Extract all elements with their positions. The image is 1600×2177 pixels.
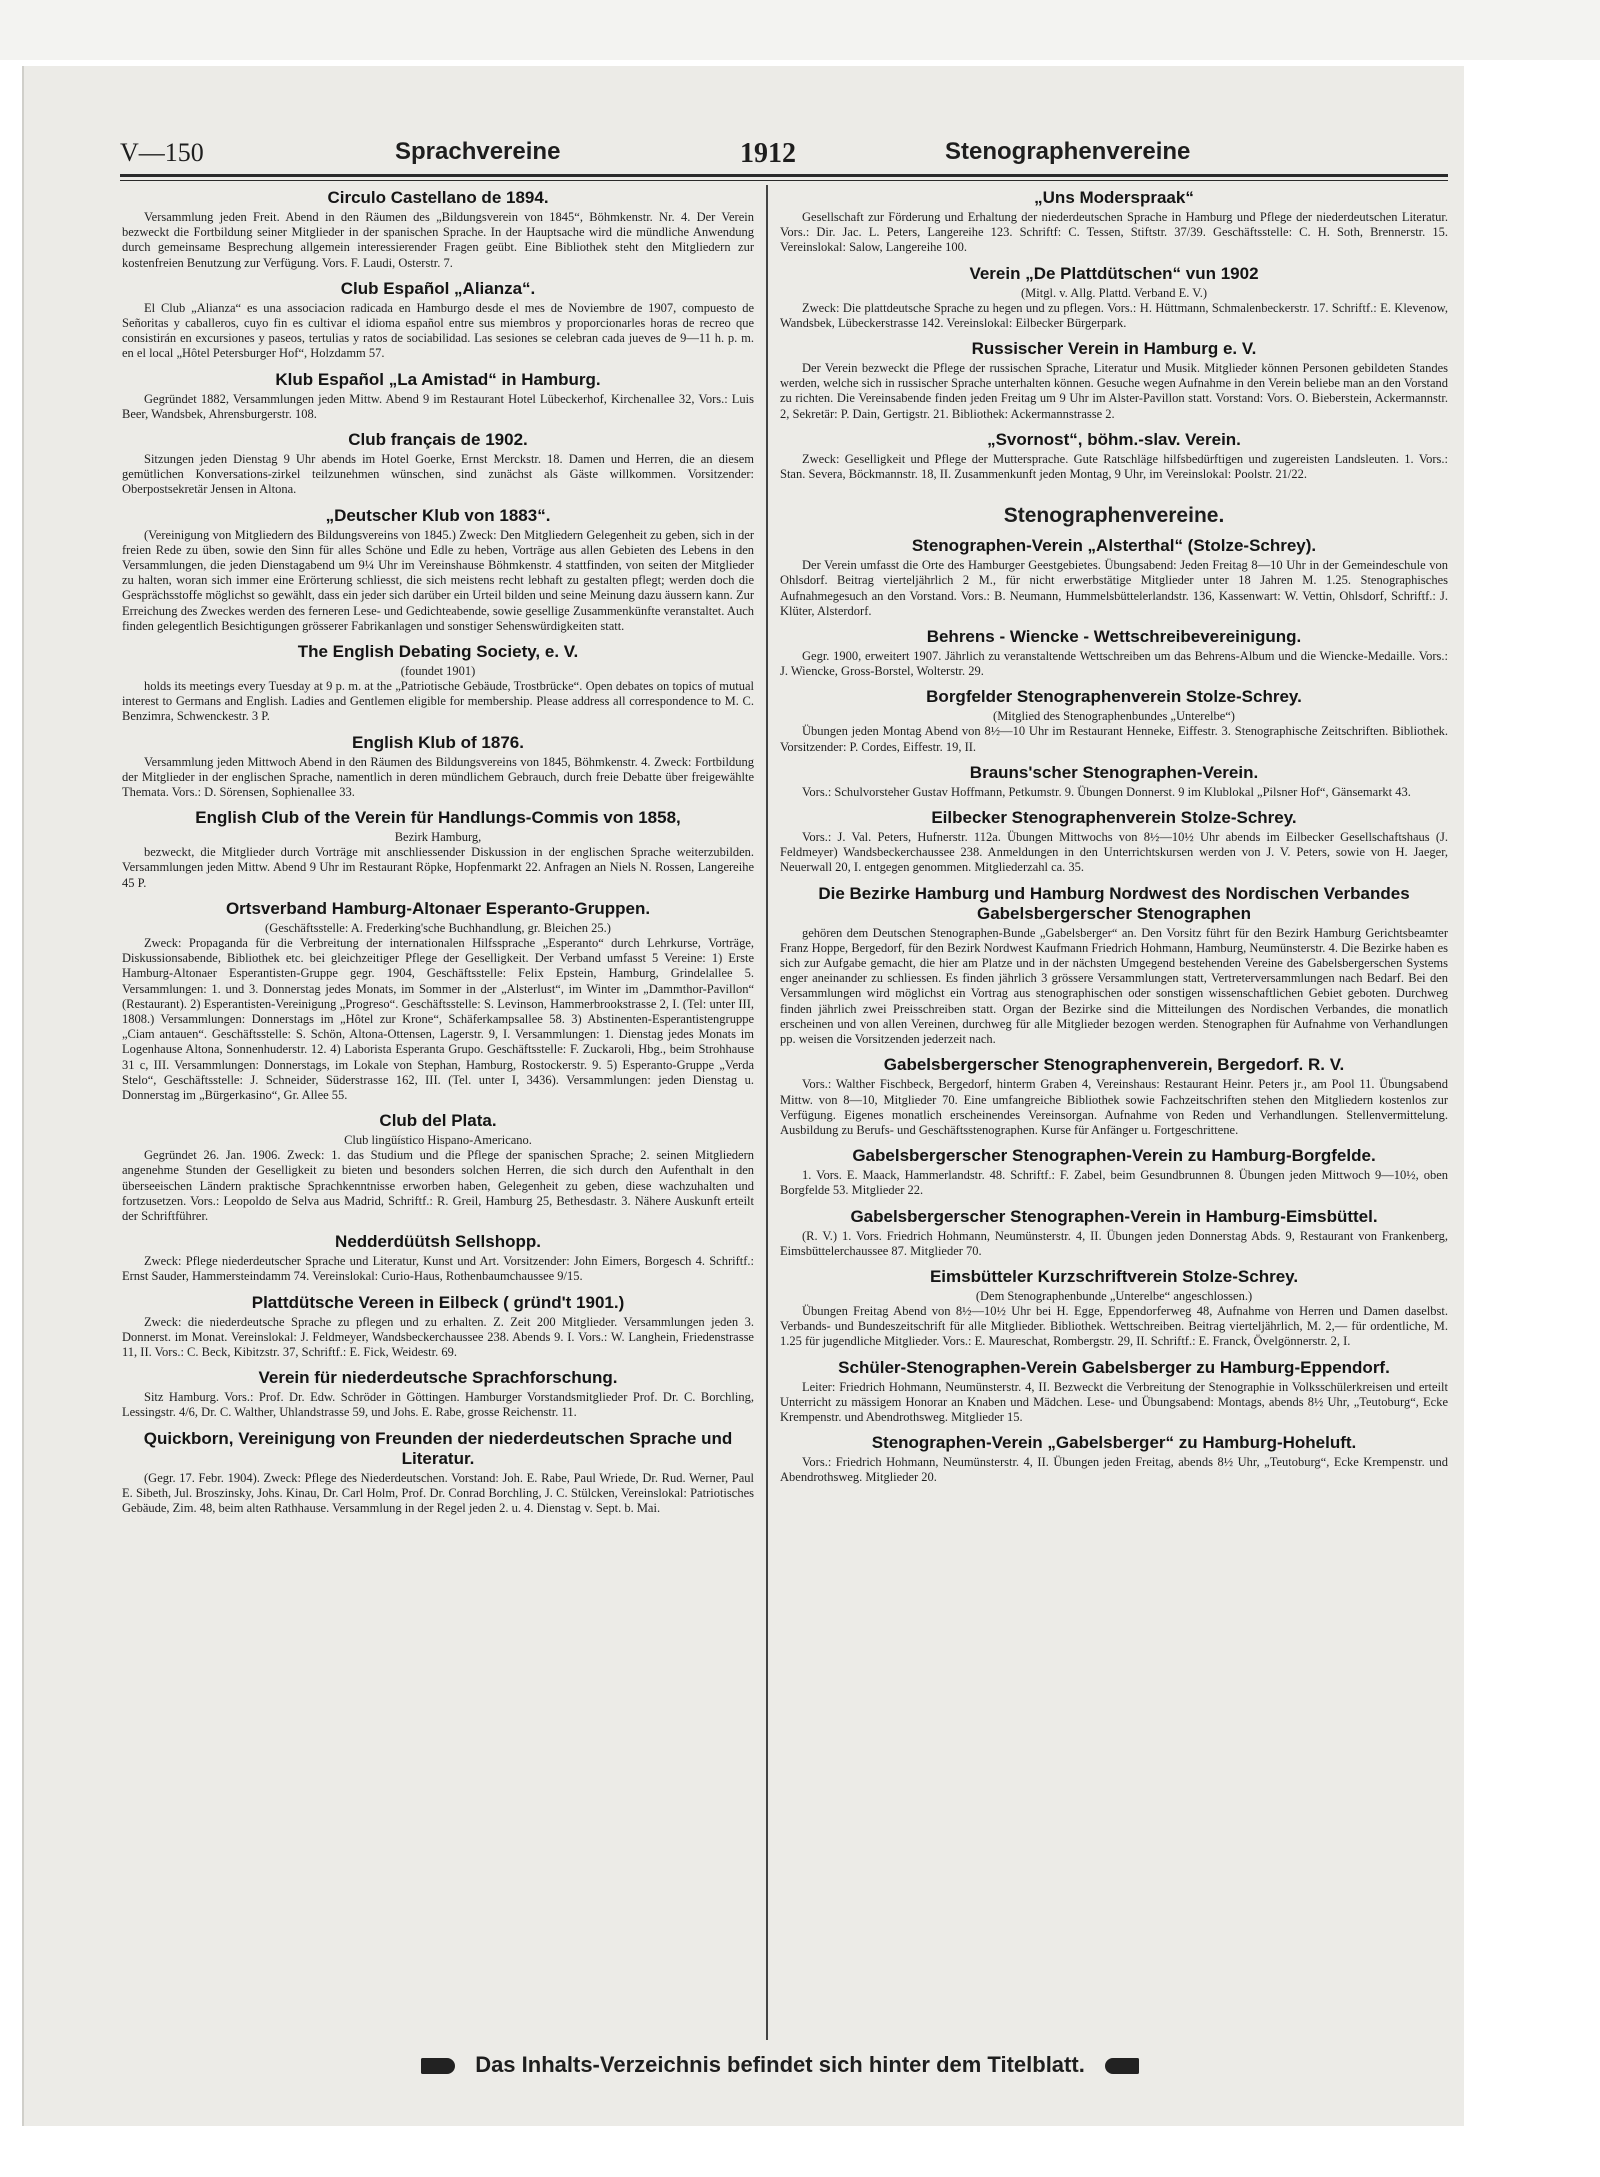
right-heading: Stenographenvereine xyxy=(945,138,1191,165)
association-entry xyxy=(122,279,754,362)
association-entry xyxy=(122,1368,754,1420)
entry-subtitle: (Geschäftsstelle: A. Frederking'sche Buchhandlung, gr. Bleichen 25.) xyxy=(265,920,611,935)
entry-body: Vors.: Friedrich Hohmann, Neumünsterstr. 4, II. Übungen jeden Freitag, abends 8½ Uhr, „Teutoburg“, Ecke Krempenstr. und Abendrothsweg. Mitglieder 20. xyxy=(780,1455,1448,1485)
entry-body: Zweck: die niederdeutsche Sprache zu pflegen und zu erhalten. Z. Zeit 200 Mitglieder. Versammlungen jeden 3. Donnerst. im Monat. Vereinslokal: J. Feldmeyer, Wandsbeckerchaussee 238. Abends 9. I. Vors.: W. Langhein, Friedenstrasse 11, II. Vors.: C. Beck, Kibitzstr. 37, Schriftf.: E. Fick, Weidestr. 69. xyxy=(122,1314,754,1359)
association-entry xyxy=(122,188,754,271)
association-entry xyxy=(780,536,1448,619)
entry-body: bezweckt, die Mitglieder durch Vorträge mit anschliessender Diskussion in der englischen Sprache weiterzubilden. Versammlungen jeden Mittw. Abend 9 Uhr im Restaurant Röpke, Hopfenmarkt 22. Anfragen an Niels N. Rossen, Langereihe 45 P. xyxy=(122,845,754,890)
association-entry xyxy=(780,687,1448,754)
association-entry xyxy=(122,1429,754,1517)
entry-title: Ortsverband Hamburg-Altonaer Esperanto-Gruppen. xyxy=(225,898,651,918)
entry-body: Zweck: Pflege niederdeutscher Sprache und Literatur, Kunst und Art. Vorsitzender: John Eimers, Borgesch 4. Schriftf.: Ernst Sauder, Hammersteindamm 74. Vereinslokal: Curio-Haus, Rothenbaumchaussee 9/15. xyxy=(122,1254,754,1284)
entry-subtitle: (Mitgl. v. Allg. Plattd. Verband E. V.) xyxy=(1021,285,1207,300)
section-title: Stenographenvereine. xyxy=(1003,504,1225,528)
year: 1912 xyxy=(740,138,796,169)
entry-body: Versammlung jeden Freit. Abend in den Räumen des „Bildungsverein von 1845“, Böhmkenstr. Nr. 4. Der Verein bezweckt die Fortbildung seiner Mitglieder in der spanischen Sprache. In der Hauptsache wird die mündliche Anwendung durch gemeinsame Besprechung allgemein interessierender Fragen geübt. Eine Bibliothek steht den Mitgliedern zur kostenfreien Benutzung zur Verfügung. Vors. F. Laudi, Osterstr. 7. xyxy=(122,210,754,270)
entry-body: holds its meetings every Tuesday at 9 p. m. at the „Patriotische Gebäude, Trostbrücke“. Open debates on topics of mutual interest to Germans and English. Ladies and Gentlemen eligible for membership. Please address all correspondence to M. C. Benzimra, Schwenckestr. 3 P. xyxy=(122,679,754,724)
header-rule-thin xyxy=(120,180,1448,181)
entry-title: Circulo Castellano de 1894. xyxy=(327,188,549,207)
association-entry xyxy=(780,1055,1448,1138)
entry-body: Vors.: J. Val. Peters, Hufnerstr. 112a. Übungen Mittwochs von 8½—10½ Uhr abends im Eilbecker Gesellschaftshaus (J. Feldmeyer) Wandsbeckerchaussee 238. Anmeldungen in den Unterrichtskursen werden von J. V. Peters, sowie von H. Jaeger, Neuerwall 20, I. entgegen genommen. Mitgliederzahl ca. 35. xyxy=(780,830,1448,875)
entry-title: Club del Plata. xyxy=(379,1111,497,1131)
association-entry xyxy=(780,1433,1448,1485)
entry-title: English Klub of 1876. xyxy=(352,732,524,752)
association-entry xyxy=(122,370,754,422)
entry-title: Gabelsbergerscher Stenographen-Verein zu Hamburg-Borgfelde. xyxy=(852,1146,1376,1166)
entry-title: Nedderdüütsh Sellshopp. xyxy=(335,1232,541,1252)
entry-body: Sitzungen jeden Dienstag 9 Uhr abends im Hotel Goerke, Ernst Merckstr. 18. Damen und Herren, die an diesem gemütlichen Konversations-zirkel teilzunehmen wünschen, sind zunächst als Gäste willkommen. Vorsitzender: Oberpostsekretär Jensen in Altona. xyxy=(122,452,754,497)
association-entry xyxy=(780,763,1448,800)
entry-subtitle: (Mitglied des Stenographenbundes „Unterelbe“) xyxy=(993,709,1235,724)
footer-notice xyxy=(350,2052,1210,2084)
association-entry xyxy=(122,430,754,498)
entry-body: Zweck: Propaganda für die Verbreitung der internationalen Hilfssprache „Esperanto“ durch Lehrkurse, Vorträge, Diskussionsabende, Bibliothek etc. bei gleichzeitiger Pflege der Geselligkeit. Der Verband umfasst 5 Vereine: 1) Erste Hamburg-Altonaer Esperantisten-Gruppe gegr. 1904, Geschäftsstelle: Felix Epstein, Hamburg, Grindelallee 5. Versammlungen: 1. und 3. Donnerstag jedes Monats, im Sommer in der „Alsterlust“, im Winter im „Dammthor-Pavillon“ (Restaurant). 2) Esperantisten-Vereinigung „Progreso“. Geschäftsstelle: S. Levinson, Hammerbrookstrasse 2, I. (Tel: unter III, 1808.) Versammlungen: Donnerstags im „Hôtel zur Krone“, Schäferkampsallee 58. 3) Abstinenten-Esperantistengruppe „Ciam antauen“. Geschäftsstelle: S. Schön, Altona-Ottensen, Lagerstr. 9, I. Versammlungen: 1. Dienstag jedes Monats im Logenhause Altona, Sonnenhuderstr. 12. 4) Laborista Esperanta Grupo. Geschäftsstelle: F. Zuckaroli, Hbg., beim Strohhause 31 c, III. Versammlungen: Donnerstags, im Lokale von Stephan, Hamburg, Rostockerstr. 9. 5) Esperanto-Gruppe „Verda Stelo“, Geschäftsstelle: J. Schneider, Süderstrasse 162, III. (Tel. unter I, 3436). Versammlungen: jeden Dienstag u. Donnerstag im „Bürgerkasino“, Gr. Allee 55. xyxy=(122,935,754,1102)
entry-body: Zweck: Die plattdeutsche Sprache zu hegen und zu pflegen. Vors.: H. Hüttmann, Schmalenbeckerstr. 17. Schriftf.: E. Klevenow, Wandsbek, Lübeckerstrasse 142. Vereinslokal: Eilbecker Bürgerpark. xyxy=(780,300,1448,330)
entry-subtitle: (Dem Stenographenbunde „Unterelbe“ angeschlossen.) xyxy=(975,1288,1253,1303)
entry-body: Gegr. 1900, erweitert 1907. Jährlich zu veranstaltende Wettschreiben um das Behrens-Album und die Wiencke-Medaille. Vors.: J. Wiencke, Gross-Borstel, Wolterstr. 29. xyxy=(780,649,1448,679)
running-header xyxy=(120,138,1450,174)
entry-title: English Club of the Verein für Handlungs-Commis von 1858, xyxy=(195,808,681,828)
entry-title: Behrens - Wiencke - Wettschreibevereinigung. xyxy=(926,627,1302,647)
entry-body: (Vereinigung von Mitgliedern des Bildungsvereins von 1845.) Zweck: Den Mitgliedern Gelegenheit zu geben, sich in der freien Rede zu üben, sowie den Sinn für alles Schöne und Edle zu heben, Vorträge aus allen Gebieten des Lebens in den Versammlungen, die jeden Dienstagabend um 9¼ Uhr im Vereinshause Böhmkenstr. 4 stattfinden, von seiten der Mitglieder zu halten, woran sich immer eine Erörterung schliesst, die sich meistens recht lebhaft zu gestalten pflegt; werden doch die Gesprächsstoffe möglichst so gewählt, dass ein jeder sich darüber ein Urteil bilden und seine Meinung dazu äussern kann. Zur Erreichung des Zweckes werden des ferneren Lese- und Gedichteabende, sowie gesellige Zusammenkünfte veranstaltet. Auch finden gelegentlich Besichtigungen grösserer Fabrikanlagen und sonstiger Sehenswürdigkeiten statt. xyxy=(122,527,754,633)
entry-body: Versammlung jeden Mittwoch Abend in den Räumen des Bildungsvereins von 1845, Böhmkenstr. 4. Zweck: Fortbildung der Mitglieder in der englischen Sprache, namentlich in deren mündlichem Gebrauch, durch freie Debatte über freigewählte Themata. Vors.: D. Sörensen, Sophienallee 33. xyxy=(122,754,754,800)
entry-title: Verein „De Plattdütschen“ vun 1902 xyxy=(969,263,1259,283)
entry-title: Schüler-Stenographen-Verein Gabelsberger zu Hamburg-Eppendorf. xyxy=(838,1357,1390,1377)
entry-title: „Uns Moderspraak“ xyxy=(1034,188,1194,207)
entry-body: Vors.: Walther Fischbeck, Bergedorf, hinterm Graben 4, Vereinshaus: Restaurant Heinr. Peters jr., am Pool 11. Übungsabend Mittw. von 8—10, Mitglieder 70. Eine umfangreiche Bibliothek sowie Fachzeitschriften stehen den Mitgliedern kostenlos zur Verfügung. Eigenes monatlich erscheinendes Vereinsorgan. Aufnahme von Reden und Verhandlungen. Stellenvermittelung. Ausbildung zu Berufs- und Geschäftsstenographen. Kurse für Anfänger u. Fortgeschrittene. xyxy=(780,1077,1448,1137)
entry-body: (Gegr. 17. Febr. 1904). Zweck: Pflege des Niederdeutschen. Vorstand: Joh. E. Rabe, Paul Wriede, Dr. Rud. Werner, Paul E. Sibeth, Jul. Broszinsky, Johs. Kinau, Dr. Carl Holm, Prof. Dr. Conrad Borchling, J. C. Stülcken, Vereinslokal: Patriotisches Gebäude, Zim. 48, beim alten Rathhause. Versammlung in der Regel jeden 2. u. 4. Dienstag v. Sept. b. Mai. xyxy=(122,1470,754,1515)
association-entry xyxy=(780,627,1448,679)
association-entry xyxy=(122,1232,754,1284)
entry-body: gehören dem Deutschen Stenographen-Bunde „Gabelsberger“ an. Den Vorsitz führt für den Bezirk Hamburg Gerichtsbeamter Franz Hoppe, Bergedorf, für den Bezirk Nordwest Kaufmann Friedrich Hohmann, Hamburg, Neumünsterstr. 4. Die Bezirke haben es sich zur Aufgabe gemacht, die hier am Platze und in der nächsten Umgegend bestehenden Vereine des Gabelsbergerschen Systems enger aneinander zu schliessen. Es finden jährlich 3 grössere Versammlungen statt, Vertreterversammlungen nach Bedarf. Bei den Versammlungen wird möglichst ein Vortrag aus stenographischen oder sonstigen wissenschaftlichen Gebiet geboten. Durchweg finden jährlich zwei Preisschreiben statt. Organ der Bezirke sind die Mitteilungen des Nordischen Verbandes, die monatlich erscheinen und von allen Vereinen, durchweg für alle Mitglieder bezogen werden. Stenographen für Aufnahme von Verhandlungen pp. weisen die Vorsitzenden jederzeit nach. xyxy=(780,925,1448,1047)
scan-margin xyxy=(0,0,1600,60)
entry-subtitle: Bezirk Hamburg, xyxy=(394,830,482,845)
entry-title: Stenographen-Verein „Alsterthal“ (Stolze-Schrey). xyxy=(911,536,1317,556)
entry-title: Russischer Verein in Hamburg e. V. xyxy=(971,339,1257,359)
entry-body: Vors.: Schulvorsteher Gustav Hoffmann, Petkumstr. 9. Übungen Donnerst. 9 im Klublokal „Pilsner Hof“, Gänsemarkt 43. xyxy=(802,784,1411,799)
entry-body: Übungen jeden Montag Abend von 8½—10 Uhr im Restaurant Henneke, Eiffestr. 3. Stenographische Zeitschriften. Bibliothek. Vorsitzender: P. Cordes, Eiffestr. 19, II. xyxy=(780,724,1448,754)
association-entry xyxy=(780,1358,1448,1426)
entry-body: Sitz Hamburg. Vors.: Prof. Dr. Edw. Schröder in Göttingen. Hamburger Vorstandsmitglieder Prof. Dr. C. Borchling, Lessingstr. 4/6, Dr. C. Walther, Uhlandstrasse 59, und Johs. E. Rabe, grosse Reichenstr. 11. xyxy=(122,1390,754,1420)
entry-title: Verein für niederdeutsche Sprachforschung. xyxy=(258,1368,618,1388)
entry-body: 1. Vors. E. Maack, Hammerlandstr. 48. Schriftf.: F. Zabel, beim Gesundbrunnen 8. Übungen jeden Mittwoch 9—10½, oben Borgfelde 53. Mitglieder 22. xyxy=(780,1168,1448,1198)
entry-title: Gabelsbergerscher Stenographenverein, Bergedorf. R. V. xyxy=(883,1055,1345,1075)
entry-body: Gegründet 1882, Versammlungen jeden Mittw. Abend 9 im Restaurant Hotel Lübeckerhof, Kirchenallee 32, Vors.: Luis Beer, Wandsbek, Ahrensburgerstr. 108. xyxy=(122,391,754,421)
association-entry xyxy=(780,1207,1448,1259)
right-column xyxy=(780,188,1448,2034)
entry-title: Brauns'scher Stenographen-Verein. xyxy=(969,762,1259,782)
association-entry xyxy=(780,430,1448,482)
entry-body: (R. V.) 1. Vors. Friedrich Hohmann, Neumünsterstr. 4, II. Übungen jeden Donnerstag Abds. 9, Restaurant von Frankenberg, Eimsbüttelerchaussee 87. Mitglieder 70. xyxy=(780,1228,1448,1258)
entry-body: Übungen Freitag Abend von 8½—10½ Uhr bei H. Egge, Eppendorferweg 48, Aufnahme von Herren und Damen daselbst. Verbands- und Bundeszeitschrift für alle Mitglieder. Bibliothek. Wettschreiben. Beitrag vierteljährlich, M. 2,— für ordentliche, M. 1.25 für jugendliche Mitglieder. Vors.: E. Maureschat, Rombergstr. 29, II. Schriftf.: E. Franck, Övelgönnerstr. 2, I. xyxy=(780,1303,1448,1349)
association-entry xyxy=(780,188,1448,256)
left-heading: Sprachvereine xyxy=(395,138,561,165)
entry-title: Gabelsbergerscher Stenographen-Verein in Hamburg-Eimsbüttel. xyxy=(850,1206,1378,1226)
entry-subtitle: (foundet 1901) xyxy=(400,664,476,679)
entry-body: Zweck: Geselligkeit und Pflege der Muttersprache. Gute Ratschläge hilfsbedürftigen und zugereisten Landsleuten. 1. Vors.: Stan. Severa, Böckmannstr. 18, II. Zusammenkunft jeden Montag, 9 Uhr, im Vereinslokal: Poolstr. 21/22. xyxy=(780,451,1448,482)
entry-title: Club Español „Alianza“. xyxy=(340,278,536,298)
entry-body: Leiter: Friedrich Hohmann, Neumünsterstr. 4, II. Bezweckt die Verbreitung der Stenographie in Volksschülerkreisen und erteilt Unterricht zu mässigem Honorar an Knaben und Mädchen. Lese- und Übungsabend: Montags, abends 8½ Uhr, „Teutoburg“, Ecke Krempenstr. und Abendrothsweg. Mitglieder 15. xyxy=(780,1379,1448,1424)
association-entry xyxy=(780,808,1448,876)
entry-subtitle: Club lingüístico Hispano-Americano. xyxy=(344,1133,532,1148)
entry-body: El Club „Alianza“ es una associacion radicada en Hamburgo desde el mes de Noviembre de 1907, compuesto de Señoritas y caballeros, cuyo fin es cultivar el idioma español entre sus miembros y proporcionarles horas de recreo que consistirán en excursiones y paseos, tertulias y ratos de sociabilidad. Las sesiones se celebran cada jueves de 9—11 h. p. m. en el local „Hôtel Petersburger Hof“, Holzdamm 57. xyxy=(122,300,754,361)
association-entry xyxy=(122,733,754,801)
entry-body: Der Verein bezweckt die Pflege der russischen Sprache, Literatur und Musik. Mitglieder können Personen gebildeten Standes werden, welche sich in russischer Sprache unterhalten können. Gesuche wegen Aufnahme in den Verein beliebe man an den Vorstand zu richten. Die Vereinsabende finden jeden Freitag um 9 Uhr im Alster-Pavillon statt. Vorstand: Vors. O. Bieberstein, Ackermannstr. 2, Sekretär: P. Dain, Gertigstr. 21. Bibliothek: Ackermannstrasse 2. xyxy=(780,361,1448,421)
entry-title: Quickborn, Vereinigung von Freunden der niederdeutschen Sprache und Literatur. xyxy=(143,1428,733,1468)
association-entry xyxy=(122,1111,754,1224)
entry-title: Borgfelder Stenographenverein Stolze-Schrey. xyxy=(926,687,1302,707)
left-column xyxy=(122,188,754,2034)
association-entry xyxy=(780,1146,1448,1198)
association-entry xyxy=(780,339,1448,422)
entry-title: Die Bezirke Hamburg und Hamburg Nordwest des Nordischen Verbandes Gabelsbergerscher Stenographen xyxy=(818,883,1410,923)
entry-title: Club français de 1902. xyxy=(348,430,528,450)
pointing-hand-icon xyxy=(421,2058,455,2074)
entry-body: Gesellschaft zur Förderung und Erhaltung der niederdeutschen Sprache in Hamburg und Pflege der niederdeutschen Literatur. Vors.: Dir. Jac. L. Peters, Langereihe 123. Schriftf: C. Tessen, Stiftstr. 37/39. Geschäftsstelle: C. H. Soth, Brennerstr. 15. Vereinslokal: Salow, Langereihe 100. xyxy=(780,210,1448,255)
entry-title: „Deutscher Klub von 1883“. xyxy=(325,505,551,525)
column-divider xyxy=(766,185,768,2040)
entry-title: Klub Español „La Amistad“ in Hamburg. xyxy=(275,369,601,389)
entry-title: Eilbecker Stenographenverein Stolze-Schrey. xyxy=(931,808,1297,828)
association-entry xyxy=(780,1267,1448,1350)
entry-title: „Svornost“, böhm.-slav. Verein. xyxy=(987,429,1241,449)
entry-title: The English Debating Society, e. V. xyxy=(297,642,579,662)
association-entry xyxy=(122,642,754,725)
page-number: V—150 xyxy=(120,138,204,167)
entry-body: Gegründet 26. Jan. 1906. Zweck: 1. das Studium und die Pflege der spanischen Sprache; 2. seinen Mitgliedern angenehme Stunden der Geselligkeit zu bieten und besonders solchen Herren, die sich durch den Aufenthalt in den überseeischen Ländern praktische Sprachkenntnisse erworben haben, Gelegenheit zu geben, diese wachzuhalten und fortzusetzen. Vors.: Leopoldo de Selva aus Madrid, Schriftf.: R. Greil, Hamburg 25, Bethesdastr. 3. Nähere Auskunft erteilt der Schriftführer. xyxy=(122,1148,754,1223)
header-rule xyxy=(120,174,1448,177)
entry-title: Stenographen-Verein „Gabelsberger“ zu Hamburg-Hoheluft. xyxy=(871,1433,1357,1453)
association-entry xyxy=(780,884,1448,1048)
entry-title: Plattdütsche Vereen in Eilbeck ( gründ't 1901.) xyxy=(251,1292,625,1312)
association-entry xyxy=(122,899,754,1103)
pointing-hand-icon xyxy=(1105,2058,1139,2074)
association-entry xyxy=(122,1293,754,1361)
entry-body: Der Verein umfasst die Orte des Hamburger Geestgebietes. Übungsabend: Jeden Freitag 8—10 Uhr in der Gemeindeschule von Ohlsdorf. Beitrag vierteljährlich 2 M., für nicht erwerbstätige Mitglieder unter 18 Jahren M. 1.25. Stenographisches Aufnahmegesuch an den Vorstand. Vors.: B. Neumann, Hummelsbüttelerlandstr. 136, Kassenwart: W. Vettin, Ohlsdorf, Schriftf.: J. Klüter, Alsterdorf. xyxy=(780,558,1448,618)
association-entry xyxy=(122,506,754,634)
association-entry xyxy=(122,808,754,891)
footer-text: Das Inhalts-Verzeichnis befindet sich hinter dem Titelblatt. xyxy=(475,2052,1085,2077)
association-entry xyxy=(780,264,1448,331)
entry-title: Eimsbütteler Kurzschriftverein Stolze-Schrey. xyxy=(929,1266,1299,1286)
